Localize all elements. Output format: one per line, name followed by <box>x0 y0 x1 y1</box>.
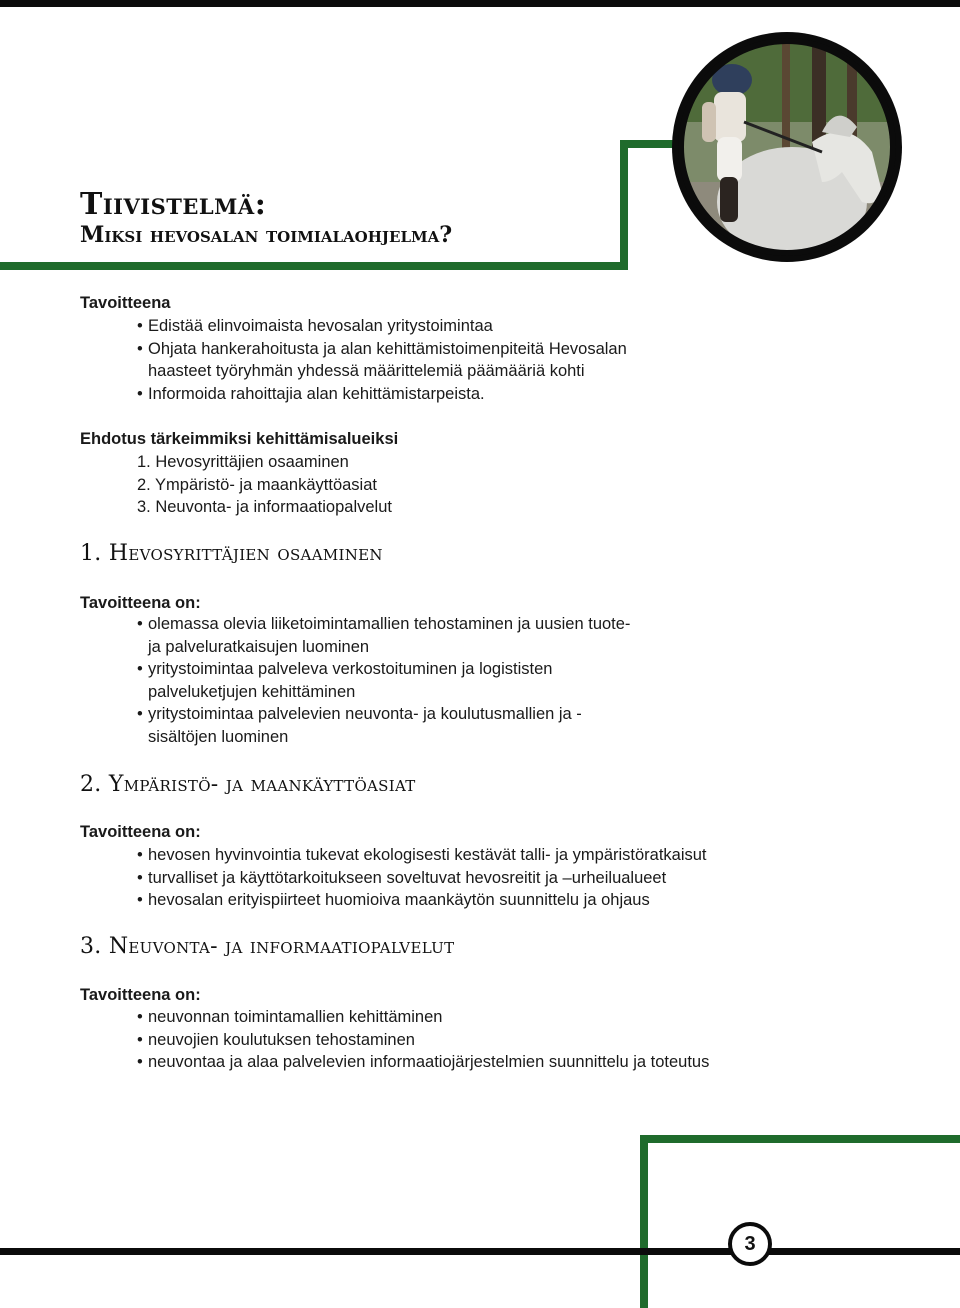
list-item: 2. Ympäristö- ja maankäyttöasiat <box>137 475 377 494</box>
list-item: • hevosen hyvinvointia tukevat ekologisesti kestävät talli- ja ympäristöratkaisut <box>137 844 797 867</box>
page-number-badge: 3 <box>728 1222 772 1266</box>
bullet: • <box>137 615 143 633</box>
list-item: • turvalliset ja käyttötarkoitukseen soveltuvat hevosreitit ja –urheilualueet <box>137 867 797 890</box>
bullet: • <box>137 339 143 358</box>
header-green-rule-vertical <box>620 140 628 270</box>
bullet: • <box>137 660 143 679</box>
bullet: • <box>137 891 143 910</box>
bullet: • <box>137 317 143 335</box>
bullet: • <box>137 1053 143 1072</box>
section3-list <box>137 1006 797 1074</box>
bullet: • <box>137 1030 143 1049</box>
list-item: 1. Hevosyrittäjien osaaminen <box>137 453 349 471</box>
list-item: 3. Neuvonta- ja informaatiopalvelut <box>137 498 392 517</box>
list-item: • yritystoimintaa palveleva verkostoituminen ja logististen palveluketjujen kehittäminen <box>137 660 553 701</box>
list-item: • neuvontaa ja alaa palvelevien informaatiojärjestelmien suunnittelu ja toteutus <box>137 1051 797 1074</box>
list-item: • Edistää elinvoimaista hevosalan yritystoimintaa <box>137 315 677 338</box>
list-item: • yritystoimintaa palvelevien neuvonta- ja koulutusmallien ja -sisältöjen luominen <box>137 705 582 746</box>
top-rule <box>0 0 960 7</box>
bullet: • <box>137 868 143 887</box>
list-item: • neuvonnan toimintamallien kehittäminen <box>137 1006 797 1029</box>
list-item: • Ohjata hankerahoitusta ja alan kehittämistoimenpiteitä Hevosalan haasteet työryhmän yhdessä määrittelemiä päämääriä kohti <box>137 339 627 381</box>
page-title: Tiivistelmä: <box>80 187 267 222</box>
list-item: • neuvojien koulutuksen tehostaminen <box>137 1029 797 1052</box>
section3-label: Tavoitteena on: <box>80 986 201 1004</box>
list-item: • hevosalan erityispiirteet huomioiva maankäytön suunnittelu ja ohjaus <box>137 889 797 912</box>
header-green-rule <box>0 262 628 270</box>
section2-heading: 2. Ympäristö- ja maankäyttöasiat <box>80 772 416 797</box>
footer-green-rule-top <box>640 1135 960 1143</box>
footer-black-rule-left <box>0 1248 732 1255</box>
bullet: • <box>137 705 143 724</box>
bullet: • <box>137 384 143 403</box>
bullet: • <box>137 846 143 864</box>
intro-label: Tavoitteena <box>80 294 171 312</box>
bullet: • <box>137 1008 143 1026</box>
proposal-label: Ehdotus tärkeimmiksi kehittämisalueiksi <box>80 430 399 448</box>
section3-heading: 3. Neuvonta- ja informaatiopalvelut <box>80 934 455 959</box>
section1-list <box>137 613 647 749</box>
list-item: • olemassa olevia liiketoimintamallien tehostaminen ja uusien tuote- ja palveluratkaisujen luominen <box>137 615 631 656</box>
list-item: • Informoida rahoittajia alan kehittämistarpeista. <box>137 383 677 406</box>
section2-label: Tavoitteena on: <box>80 823 201 841</box>
section2-list <box>137 844 797 912</box>
section1-heading: 1. Hevosyrittäjien osaaminen <box>80 541 383 566</box>
section1-label: Tavoitteena on: <box>80 594 201 612</box>
intro-list <box>137 315 677 405</box>
footer-green-rule-vertical <box>640 1135 648 1308</box>
page-subtitle: Miksi hevosalan toimialaohjelma? <box>80 222 453 248</box>
header-green-rule-top <box>620 140 680 148</box>
rider-horse-photo <box>672 32 902 262</box>
proposal-list <box>137 451 392 519</box>
footer-black-rule-right <box>768 1248 960 1255</box>
